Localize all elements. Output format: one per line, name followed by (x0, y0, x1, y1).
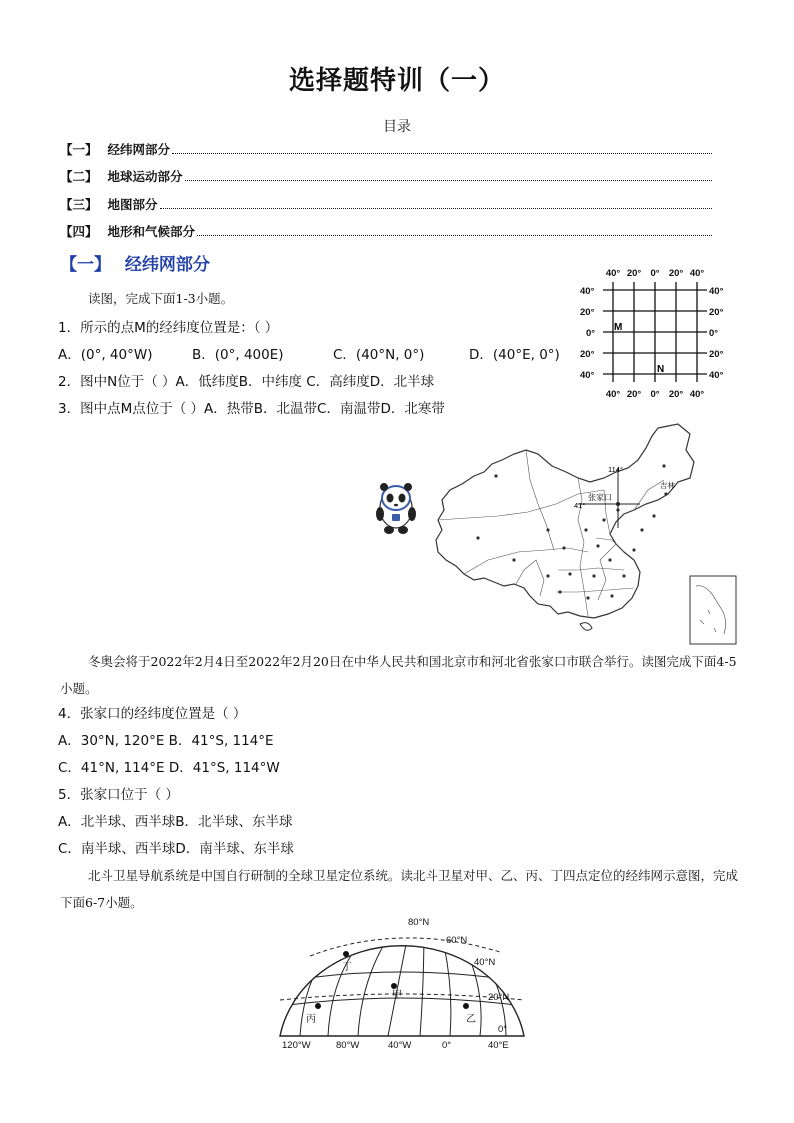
question-2: 2．图中N位于（ ）A．低纬度B．中纬度 C．高纬度D．北半球 (58, 374, 435, 390)
toc-tag: 【一】 (60, 142, 98, 157)
toc-leader (172, 152, 712, 154)
map-place-label: 张家口 (588, 493, 612, 502)
intro-text-2: 冬奥会将于2022年2月4日至2022年2月20日在中华人民共和国北京市和河北省张家口市联合举行。读图完成下面4-5小题。 (60, 654, 737, 696)
grid-left-label: 20° (580, 349, 595, 360)
dome-lat-label: 0° (498, 1024, 508, 1035)
grid-right-label: 20° (709, 307, 724, 318)
page-title: 选择题特训（一） (288, 66, 505, 96)
grid-left-label: 40° (580, 286, 595, 297)
toc-leader (160, 207, 712, 209)
toc-tag: 【二】 (60, 169, 98, 184)
toc-tag: 【三】 (60, 197, 98, 212)
dome-lon-label: 40°W (388, 1040, 412, 1051)
dome-lat-label: 40°N (474, 957, 496, 968)
dome-lon-label: 80°W (336, 1040, 360, 1051)
section-heading (60, 250, 210, 275)
point-m: M (614, 322, 623, 333)
grid-left-label: 20° (580, 307, 595, 318)
dome-lat-label: 60°N (446, 935, 468, 946)
section-label: 经纬网部分 (124, 255, 210, 275)
grid-bottom-label: 20° (626, 389, 642, 400)
question-4-options-ab[interactable]: A．30°N, 120°E B．41°S, 114°E (58, 733, 274, 749)
question-1-option-b[interactable]: B．(0°, 400E) (192, 347, 284, 363)
toc-tag: 【四】 (60, 224, 98, 239)
grid-top-label: 20° (668, 268, 684, 279)
question-4-stem: 4．张家口的经纬度位置是（ ） (58, 706, 247, 722)
grid-top-label: 20° (626, 268, 642, 279)
point-yi: 乙 (466, 1014, 476, 1025)
grid-top-label: 0° (650, 268, 660, 279)
toc-label: 地图部分 (107, 197, 158, 212)
toc-leader (185, 179, 712, 181)
map-lat-label: 41° (574, 501, 586, 510)
toc-item-1[interactable] (60, 140, 712, 158)
toc-leader (197, 234, 712, 236)
toc-label: 地形和气候部分 (107, 224, 196, 239)
question-1-option-a[interactable]: A．(0°, 40°W) (58, 347, 153, 363)
intro-text-1: 读图，完成下面1-3小题。 (88, 291, 234, 306)
question-5-options-ab[interactable]: A．北半球、西半球B．北半球、东半球 (58, 814, 293, 830)
point-jia: 甲 (392, 990, 402, 1001)
toc-item-4[interactable] (60, 222, 712, 240)
question-3: 3．图中点M点位于（ ）A．热带B．北温带C．南温带D．北寒带 (58, 401, 445, 417)
beidou-grid-figure (270, 912, 526, 1058)
point-n: N (657, 364, 665, 375)
grid-bottom-label: 40° (605, 389, 621, 400)
dome-lon-label: 40°E (488, 1040, 509, 1051)
question-1-stem: 1．所示的点M的经纬度位置是：（ ） (58, 320, 279, 336)
question-5-stem: 5．张家口位于（ ） (58, 787, 179, 803)
point-bing: 丙 (306, 1014, 316, 1025)
dome-lat-label: 20°N (488, 992, 510, 1003)
question-4-options-cd[interactable]: C．41°N, 114°E D．41°S, 114°W (58, 760, 280, 776)
latlon-grid-figure (578, 264, 734, 400)
grid-right-label: 40° (709, 286, 724, 297)
grid-right-label: 20° (709, 349, 724, 360)
point-ding: 丁 (342, 962, 352, 973)
grid-left-label: 0° (586, 328, 596, 339)
grid-top-label: 40° (605, 268, 621, 279)
map-lon-label: 114° (608, 465, 623, 474)
grid-right-label: 40° (709, 370, 724, 381)
grid-bottom-label: 40° (689, 389, 705, 400)
question-1-option-c[interactable]: C．(40°N, 0°) (333, 347, 425, 363)
grid-right-label: 0° (709, 328, 719, 339)
toc-label: 地球运动部分 (107, 169, 183, 184)
mascot-image (374, 478, 418, 536)
dome-lat-label: 80°N (408, 917, 430, 928)
question-1-option-d[interactable]: D．(40°E, 0°) (469, 347, 560, 363)
grid-top-label: 40° (689, 268, 705, 279)
toc-heading: 目录 (383, 119, 411, 135)
toc-item-2[interactable] (60, 167, 712, 185)
dome-lon-label: 120°W (282, 1040, 311, 1051)
dome-lon-label: 0° (442, 1040, 452, 1051)
toc-label: 经纬网部分 (107, 142, 171, 157)
china-map-figure (428, 420, 740, 650)
toc-item-3[interactable] (60, 195, 712, 213)
intro-text-3: 北斗卫星导航系统是中国自行研制的全球卫星定位系统。读北斗卫星对甲、乙、丙、丁四点定位的经纬网示意图，完成下面6-7小题。 (60, 868, 739, 910)
map-province-label: 吉林 (660, 481, 675, 490)
grid-bottom-label: 20° (668, 389, 684, 400)
grid-bottom-label: 0° (650, 389, 660, 400)
question-5-options-cd[interactable]: C．南半球、西半球D．南半球、东半球 (58, 841, 294, 857)
grid-left-label: 40° (580, 370, 595, 381)
section-tag: 【一】 (60, 255, 111, 275)
